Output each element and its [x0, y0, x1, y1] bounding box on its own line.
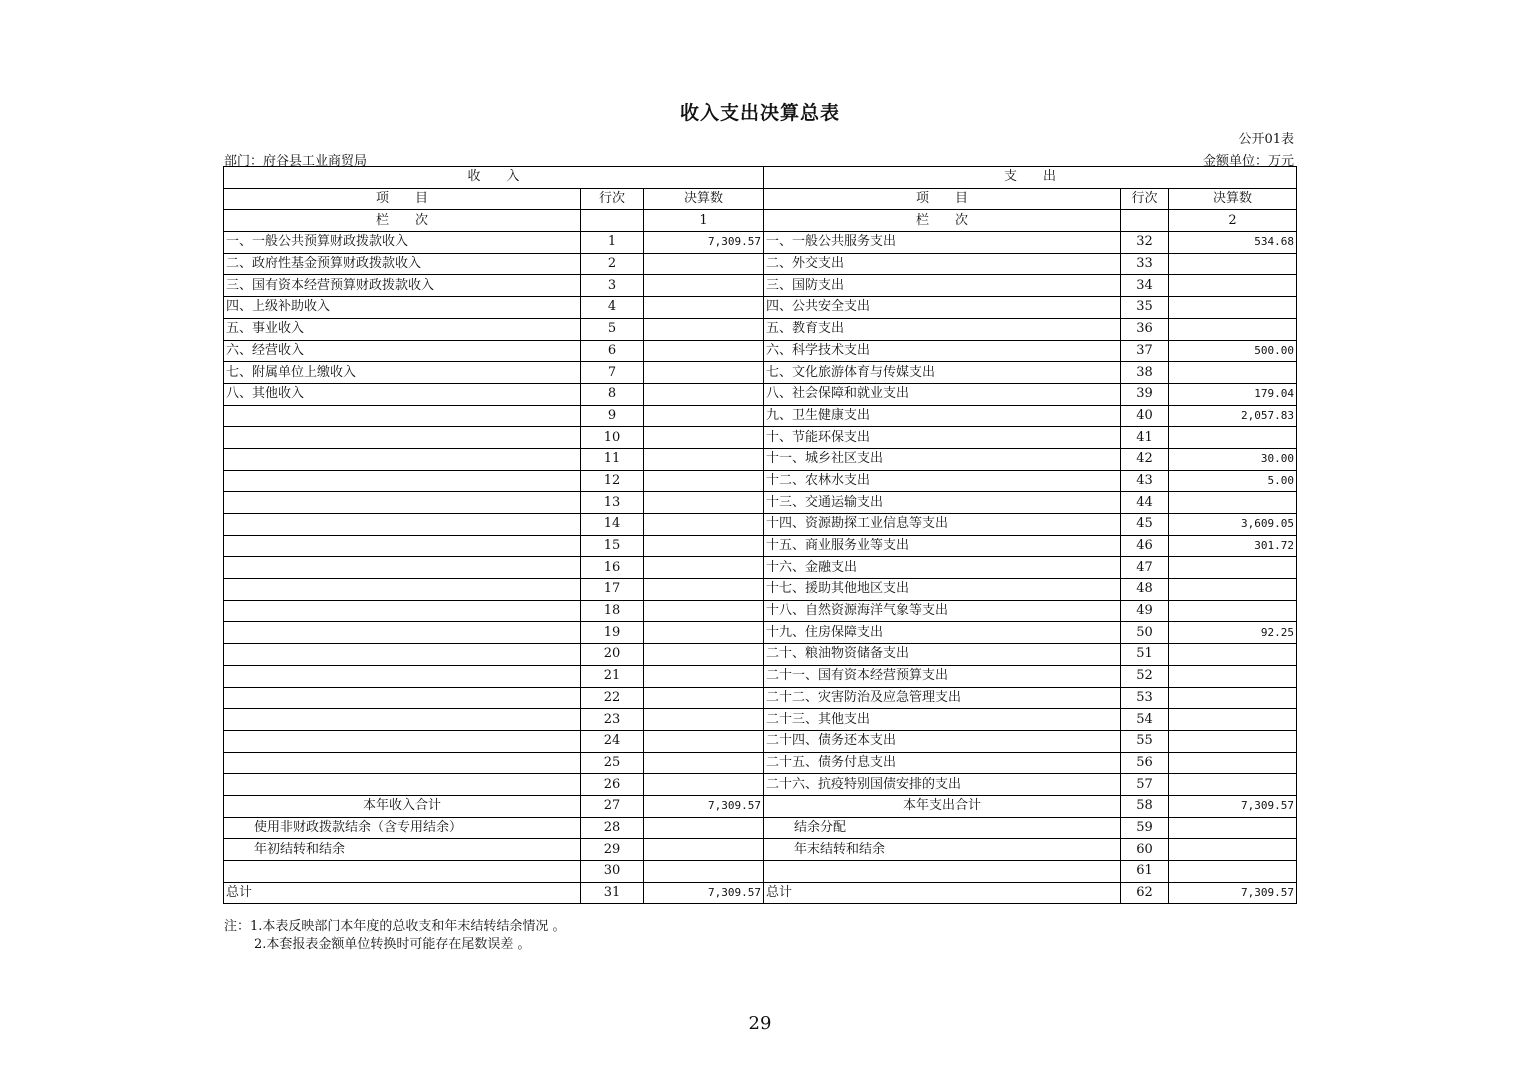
table-row	[224, 557, 1297, 579]
income-item-cell	[224, 535, 581, 557]
table-row	[224, 535, 1297, 557]
expense-amount-cell: 500.00	[1169, 340, 1297, 362]
income-item-cell	[224, 709, 581, 731]
table-row	[224, 795, 1297, 817]
table-row	[224, 839, 1297, 861]
income-rowno-cell: 5	[581, 318, 644, 340]
income-column-label: 栏 次	[224, 210, 581, 232]
expense-rowno-cell: 58	[1121, 795, 1169, 817]
expense-amount-cell	[1169, 557, 1297, 579]
expense-rowno-cell: 39	[1121, 383, 1169, 405]
expense-item-cell: 九、卫生健康支出	[764, 405, 1121, 427]
table-row	[224, 709, 1297, 731]
income-amount-cell	[644, 405, 764, 427]
expense-summary-amount	[1169, 839, 1297, 861]
income-amount-cell	[644, 730, 764, 752]
income-rowno-header: 行次	[581, 188, 644, 210]
table-row	[224, 687, 1297, 709]
income-rowno-cell: 10	[581, 427, 644, 449]
table-row	[224, 752, 1297, 774]
income-amount-cell	[644, 514, 764, 536]
income-amount-cell	[644, 275, 764, 297]
income-amount-cell	[644, 297, 764, 319]
income-expense-table	[223, 166, 1297, 904]
expense-rowno-cell: 50	[1121, 622, 1169, 644]
empty-cell	[581, 210, 644, 232]
income-item-cell	[224, 687, 581, 709]
income-item-cell	[224, 665, 581, 687]
income-rowno-cell: 31	[581, 882, 644, 904]
income-item-cell: 八、其他收入	[224, 383, 581, 405]
income-rowno-cell: 24	[581, 730, 644, 752]
income-rowno-cell: 27	[581, 795, 644, 817]
expense-column-label: 栏 次	[764, 210, 1121, 232]
income-amount-cell	[644, 622, 764, 644]
expense-rowno-cell: 48	[1121, 579, 1169, 601]
expense-item-cell: 二十二、灾害防治及应急管理支出	[764, 687, 1121, 709]
table-row	[224, 644, 1297, 666]
income-item-cell	[224, 405, 581, 427]
expense-item-cell: 六、科学技术支出	[764, 340, 1121, 362]
income-summary-label	[224, 861, 581, 883]
expense-amount-cell	[1169, 600, 1297, 622]
income-item-cell	[224, 752, 581, 774]
expense-summary-label: 年末结转和结余	[764, 839, 1121, 861]
expense-amount-cell	[1169, 492, 1297, 514]
income-summary-label: 年初结转和结余	[224, 839, 581, 861]
expense-rowno-cell: 35	[1121, 297, 1169, 319]
expense-item-cell: 十一、城乡社区支出	[764, 448, 1121, 470]
income-item-header: 项 目	[224, 188, 581, 210]
table-row	[224, 253, 1297, 275]
table-row	[224, 318, 1297, 340]
income-rowno-cell: 13	[581, 492, 644, 514]
notes	[224, 918, 566, 954]
income-item-cell: 四、上级补助收入	[224, 297, 581, 319]
expense-rowno-header: 行次	[1121, 188, 1169, 210]
income-rowno-cell: 6	[581, 340, 644, 362]
expense-item-cell: 二十三、其他支出	[764, 709, 1121, 731]
expense-rowno-cell: 52	[1121, 665, 1169, 687]
expense-amount-cell	[1169, 579, 1297, 601]
income-rowno-cell: 1	[581, 232, 644, 254]
expense-amount-cell: 5.00	[1169, 470, 1297, 492]
income-summary-label: 使用非财政拨款结余（含专用结余）	[224, 817, 581, 839]
unit-label: 金额单位：万元	[1202, 154, 1294, 169]
table-row	[224, 665, 1297, 687]
expense-amount-cell	[1169, 318, 1297, 340]
expense-amount-cell	[1169, 752, 1297, 774]
expense-rowno-cell: 45	[1121, 514, 1169, 536]
income-rowno-cell: 11	[581, 448, 644, 470]
income-item-cell: 六、经营收入	[224, 340, 581, 362]
expense-rowno-cell: 34	[1121, 275, 1169, 297]
expense-amount-cell: 534.68	[1169, 232, 1297, 254]
expense-summary-amount: 7,309.57	[1169, 882, 1297, 904]
income-item-cell: 五、事业收入	[224, 318, 581, 340]
expense-rowno-cell: 43	[1121, 470, 1169, 492]
income-amount-cell	[644, 492, 764, 514]
income-amount-cell	[644, 600, 764, 622]
expense-item-cell: 十、节能环保支出	[764, 427, 1121, 449]
income-item-cell: 三、国有资本经营预算财政拨款收入	[224, 275, 581, 297]
expense-rowno-cell: 49	[1121, 600, 1169, 622]
income-rowno-cell: 20	[581, 644, 644, 666]
expense-summary-amount	[1169, 861, 1297, 883]
expense-rowno-cell: 44	[1121, 492, 1169, 514]
income-rowno-cell: 30	[581, 861, 644, 883]
income-item-cell	[224, 622, 581, 644]
expense-rowno-cell: 53	[1121, 687, 1169, 709]
income-summary-amount	[644, 817, 764, 839]
income-rowno-cell: 18	[581, 600, 644, 622]
expense-rowno-cell: 42	[1121, 448, 1169, 470]
expense-rowno-cell: 59	[1121, 817, 1169, 839]
income-item-cell	[224, 774, 581, 796]
expense-column-number: 2	[1169, 210, 1297, 232]
income-item-cell: 一、一般公共预算财政拨款收入	[224, 232, 581, 254]
expense-item-cell: 十九、住房保障支出	[764, 622, 1121, 644]
income-amount-cell	[644, 665, 764, 687]
expense-rowno-cell: 62	[1121, 882, 1169, 904]
income-rowno-cell: 12	[581, 470, 644, 492]
income-amount-cell	[644, 448, 764, 470]
table-row	[224, 600, 1297, 622]
expense-summary-label	[764, 861, 1121, 883]
expense-item-cell: 四、公共安全支出	[764, 297, 1121, 319]
income-amount-cell	[644, 579, 764, 601]
table-row	[224, 730, 1297, 752]
note-line-2: 2.本套报表金额单位转换时可能存在尾数误差 。	[254, 937, 531, 952]
income-rowno-cell: 7	[581, 362, 644, 384]
table-header-row	[224, 167, 1297, 189]
income-summary-amount	[644, 839, 764, 861]
income-amount-header: 决算数	[644, 188, 764, 210]
form-number: 公开01表	[1238, 132, 1294, 147]
expense-amount-cell: 2,057.83	[1169, 405, 1297, 427]
expense-summary-label: 总计	[764, 882, 1121, 904]
expense-rowno-cell: 51	[1121, 644, 1169, 666]
income-item-cell	[224, 557, 581, 579]
income-item-cell	[224, 470, 581, 492]
expense-item-cell: 一、一般公共服务支出	[764, 232, 1121, 254]
table-row	[224, 492, 1297, 514]
expense-rowno-cell: 60	[1121, 839, 1169, 861]
income-header: 收 入	[224, 167, 764, 189]
expense-amount-cell: 30.00	[1169, 448, 1297, 470]
expense-rowno-cell: 55	[1121, 730, 1169, 752]
expense-rowno-cell: 32	[1121, 232, 1169, 254]
expense-rowno-cell: 36	[1121, 318, 1169, 340]
expense-item-cell: 二十六、抗疫特别国债安排的支出	[764, 774, 1121, 796]
income-item-cell	[224, 579, 581, 601]
expense-amount-cell: 179.04	[1169, 383, 1297, 405]
income-rowno-cell: 21	[581, 665, 644, 687]
table-column-row	[224, 210, 1297, 232]
note-line-1: 注：1.本表反映部门本年度的总收支和年末结转结余情况 。	[224, 919, 566, 934]
expense-rowno-cell: 56	[1121, 752, 1169, 774]
table-subheader-row	[224, 188, 1297, 210]
table-row	[224, 882, 1297, 904]
expense-summary-label: 结余分配	[764, 817, 1121, 839]
expense-amount-cell	[1169, 774, 1297, 796]
expense-item-cell: 十六、金融支出	[764, 557, 1121, 579]
expense-amount-cell	[1169, 687, 1297, 709]
income-amount-cell	[644, 752, 764, 774]
income-summary-amount: 7,309.57	[644, 882, 764, 904]
table-row	[224, 817, 1297, 839]
expense-item-cell: 十三、交通运输支出	[764, 492, 1121, 514]
department-label: 部门：府谷县工业商贸局	[224, 154, 368, 169]
table-row	[224, 861, 1297, 883]
income-amount-cell	[644, 709, 764, 731]
income-rowno-cell: 25	[581, 752, 644, 774]
income-item-cell	[224, 730, 581, 752]
expense-item-cell: 二十四、债务还本支出	[764, 730, 1121, 752]
expense-item-cell: 十二、农林水支出	[764, 470, 1121, 492]
table-row	[224, 275, 1297, 297]
income-item-cell	[224, 600, 581, 622]
expense-rowno-cell: 46	[1121, 535, 1169, 557]
table-row	[224, 383, 1297, 405]
income-amount-cell	[644, 687, 764, 709]
expense-amount-cell	[1169, 427, 1297, 449]
income-item-cell	[224, 492, 581, 514]
table-row	[224, 405, 1297, 427]
expense-rowno-cell: 61	[1121, 861, 1169, 883]
expense-amount-cell	[1169, 275, 1297, 297]
expense-amount-cell	[1169, 253, 1297, 275]
table-row	[224, 232, 1297, 254]
expense-rowno-cell: 47	[1121, 557, 1169, 579]
income-rowno-cell: 22	[581, 687, 644, 709]
expense-item-header: 项 目	[764, 188, 1121, 210]
expense-header: 支 出	[764, 167, 1297, 189]
income-rowno-cell: 14	[581, 514, 644, 536]
income-amount-cell	[644, 470, 764, 492]
income-summary-label: 总计	[224, 882, 581, 904]
income-item-cell: 七、附属单位上缴收入	[224, 362, 581, 384]
income-amount-cell	[644, 774, 764, 796]
table-row	[224, 448, 1297, 470]
income-item-cell: 二、政府性基金预算财政拨款收入	[224, 253, 581, 275]
income-rowno-cell: 16	[581, 557, 644, 579]
income-rowno-cell: 28	[581, 817, 644, 839]
expense-amount-cell: 3,609.05	[1169, 514, 1297, 536]
table-row	[224, 362, 1297, 384]
income-amount-cell	[644, 427, 764, 449]
expense-rowno-cell: 38	[1121, 362, 1169, 384]
income-summary-amount: 7,309.57	[644, 795, 764, 817]
income-amount-cell	[644, 383, 764, 405]
expense-amount-cell	[1169, 709, 1297, 731]
expense-item-cell: 二十、粮油物资储备支出	[764, 644, 1121, 666]
income-rowno-cell: 9	[581, 405, 644, 427]
table-row	[224, 622, 1297, 644]
income-amount-cell	[644, 644, 764, 666]
table-row	[224, 579, 1297, 601]
income-item-cell	[224, 514, 581, 536]
expense-amount-cell	[1169, 730, 1297, 752]
expense-rowno-cell: 40	[1121, 405, 1169, 427]
expense-amount-cell: 92.25	[1169, 622, 1297, 644]
expense-amount-cell: 301.72	[1169, 535, 1297, 557]
expense-item-cell: 二十五、债务付息支出	[764, 752, 1121, 774]
income-item-cell	[224, 427, 581, 449]
income-rowno-cell: 19	[581, 622, 644, 644]
expense-summary-amount	[1169, 817, 1297, 839]
income-rowno-cell: 26	[581, 774, 644, 796]
expense-rowno-cell: 57	[1121, 774, 1169, 796]
table-row	[224, 427, 1297, 449]
income-amount-cell	[644, 557, 764, 579]
income-amount-cell	[644, 340, 764, 362]
expense-item-cell: 二、外交支出	[764, 253, 1121, 275]
expense-item-cell: 十四、资源勘探工业信息等支出	[764, 514, 1121, 536]
income-amount-cell: 7,309.57	[644, 232, 764, 254]
expense-summary-amount: 7,309.57	[1169, 795, 1297, 817]
table-row	[224, 470, 1297, 492]
expense-amount-cell	[1169, 297, 1297, 319]
income-summary-amount	[644, 861, 764, 883]
income-item-cell	[224, 448, 581, 470]
empty-cell	[1121, 210, 1169, 232]
expense-item-cell: 五、教育支出	[764, 318, 1121, 340]
expense-summary-label: 本年支出合计	[764, 795, 1121, 817]
expense-amount-cell	[1169, 362, 1297, 384]
income-column-number: 1	[644, 210, 764, 232]
income-rowno-cell: 29	[581, 839, 644, 861]
income-amount-cell	[644, 362, 764, 384]
income-rowno-cell: 23	[581, 709, 644, 731]
income-rowno-cell: 4	[581, 297, 644, 319]
expense-item-cell: 七、文化旅游体育与传媒支出	[764, 362, 1121, 384]
expense-rowno-cell: 37	[1121, 340, 1169, 362]
expense-item-cell: 二十一、国有资本经营预算支出	[764, 665, 1121, 687]
table-row	[224, 774, 1297, 796]
expense-rowno-cell: 54	[1121, 709, 1169, 731]
expense-amount-cell	[1169, 644, 1297, 666]
table-row	[224, 340, 1297, 362]
page-title: 收入支出决算总表	[679, 102, 840, 124]
expense-item-cell: 三、国防支出	[764, 275, 1121, 297]
table-row	[224, 297, 1297, 319]
table-row	[224, 514, 1297, 536]
income-rowno-cell: 17	[581, 579, 644, 601]
income-rowno-cell: 8	[581, 383, 644, 405]
expense-item-cell: 十五、商业服务业等支出	[764, 535, 1121, 557]
income-rowno-cell: 3	[581, 275, 644, 297]
expense-item-cell: 八、社会保障和就业支出	[764, 383, 1121, 405]
page-number: 29	[748, 1013, 772, 1034]
income-summary-label: 本年收入合计	[224, 795, 581, 817]
expense-amount-cell	[1169, 665, 1297, 687]
income-rowno-cell: 15	[581, 535, 644, 557]
expense-rowno-cell: 33	[1121, 253, 1169, 275]
expense-rowno-cell: 41	[1121, 427, 1169, 449]
income-amount-cell	[644, 253, 764, 275]
income-rowno-cell: 2	[581, 253, 644, 275]
income-amount-cell	[644, 318, 764, 340]
expense-item-cell: 十八、自然资源海洋气象等支出	[764, 600, 1121, 622]
income-amount-cell	[644, 535, 764, 557]
income-item-cell	[224, 644, 581, 666]
expense-item-cell: 十七、援助其他地区支出	[764, 579, 1121, 601]
expense-amount-header: 决算数	[1169, 188, 1297, 210]
